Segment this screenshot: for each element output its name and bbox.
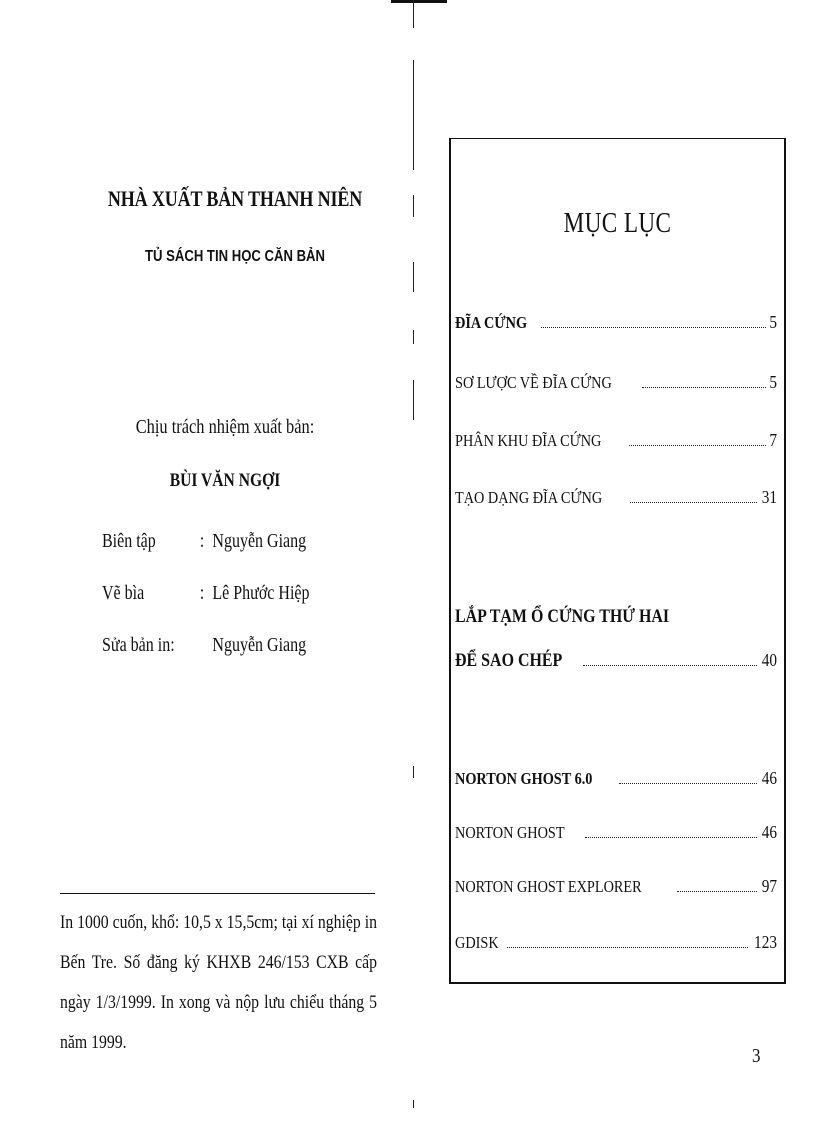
binding-mark — [391, 0, 447, 3]
credit-role: Vẽ bìa — [102, 582, 145, 604]
toc-leader — [629, 445, 766, 446]
credit-role: Sửa bản in: — [102, 634, 175, 656]
fold-line — [413, 766, 414, 778]
toc-leader — [507, 947, 748, 948]
toc-entry-title: NORTON GHOST 6.0 — [455, 769, 593, 788]
toc-leader — [583, 665, 757, 666]
toc-entry-title: PHÂN KHU ĐĨA CỨNG — [455, 431, 602, 450]
toc-entry-page: 31 — [761, 487, 777, 507]
toc-entry — [455, 487, 777, 508]
toc-entry-page: 97 — [761, 876, 777, 896]
toc-entry-title: ĐỂ SAO CHÉP — [455, 650, 563, 671]
toc-entry-page: 5 — [769, 372, 777, 392]
fold-line — [413, 195, 414, 217]
toc-title: MỤC LỤC — [563, 207, 672, 239]
toc-entry-title: ĐĨA CỨNG — [455, 313, 528, 332]
toc-entry-title: TẠO DẠNG ĐĨA CỨNG — [455, 488, 603, 507]
fold-line — [413, 262, 414, 292]
credit-person: Lê Phước Hiệp — [212, 582, 310, 604]
toc-entry-title: GDISK — [455, 933, 499, 952]
fold-line — [413, 330, 414, 344]
fold-line — [413, 1100, 414, 1108]
toc-entry — [455, 768, 777, 789]
toc-entry-title: NORTON GHOST EXPLORER — [455, 877, 642, 896]
series-name: TỦ SÁCH TIN HỌC CĂN BẢN — [144, 248, 326, 265]
toc-entry-page: 7 — [769, 430, 777, 450]
fold-line — [413, 0, 414, 28]
credit-role: Biên tập — [102, 530, 156, 552]
toc-entry — [455, 312, 777, 333]
toc-entry — [455, 650, 777, 672]
imprint-text: In 1000 cuốn, khổ: 10,5 x 15,5cm; tại xí nghiệp in Bến Tre. Số đăng ký KHXB 246/153 CXB cấp ngày 1/3/1999. In xong và nộp lưu chiểu tháng 5 năm 1999. — [60, 912, 378, 1053]
toc-entry-title: NORTON GHOST — [455, 823, 565, 842]
toc-leader — [619, 783, 757, 784]
responsibility-name: BÙI VĂN NGỢI — [169, 470, 281, 491]
toc-entry-page: 5 — [769, 312, 777, 332]
credit-cover — [102, 582, 310, 605]
toc-entry — [455, 430, 777, 451]
toc-leader — [642, 387, 766, 388]
credit-person: Nguyễn Giang — [212, 530, 307, 552]
credit-sep: : — [199, 582, 205, 604]
page-number: 3 — [752, 1045, 761, 1067]
toc-heading-line1: LẮP TẠM Ổ CỨNG THỨ HAI — [455, 606, 670, 627]
toc-leader — [585, 837, 757, 838]
fold-line — [413, 60, 414, 170]
toc-entry-page: 40 — [761, 650, 777, 670]
toc-leader — [677, 891, 757, 892]
toc-entry-page: 46 — [761, 822, 777, 842]
credit-editor — [102, 530, 306, 553]
credit-sep: : — [199, 530, 205, 552]
publisher-name: NHÀ XUẤT BẢN THANH NIÊN — [107, 186, 363, 211]
imprint-divider — [60, 893, 375, 894]
toc-entry — [455, 822, 777, 843]
toc-entry — [455, 932, 777, 953]
fold-line — [413, 380, 414, 420]
toc-frame — [449, 138, 786, 984]
toc-leader — [541, 327, 766, 328]
toc-leader — [630, 502, 757, 503]
toc-entry — [455, 876, 777, 897]
toc-entry-title: SƠ LƯỢC VỀ ĐĨA CỨNG — [455, 373, 612, 392]
toc-entry-page: 123 — [754, 932, 777, 952]
credit-proofreader — [102, 634, 306, 657]
credit-person: Nguyễn Giang — [212, 634, 307, 656]
toc-entry-page: 46 — [761, 768, 777, 788]
responsibility-label: Chịu trách nhiệm xuất bản: — [135, 416, 315, 438]
toc-entry — [455, 372, 777, 393]
